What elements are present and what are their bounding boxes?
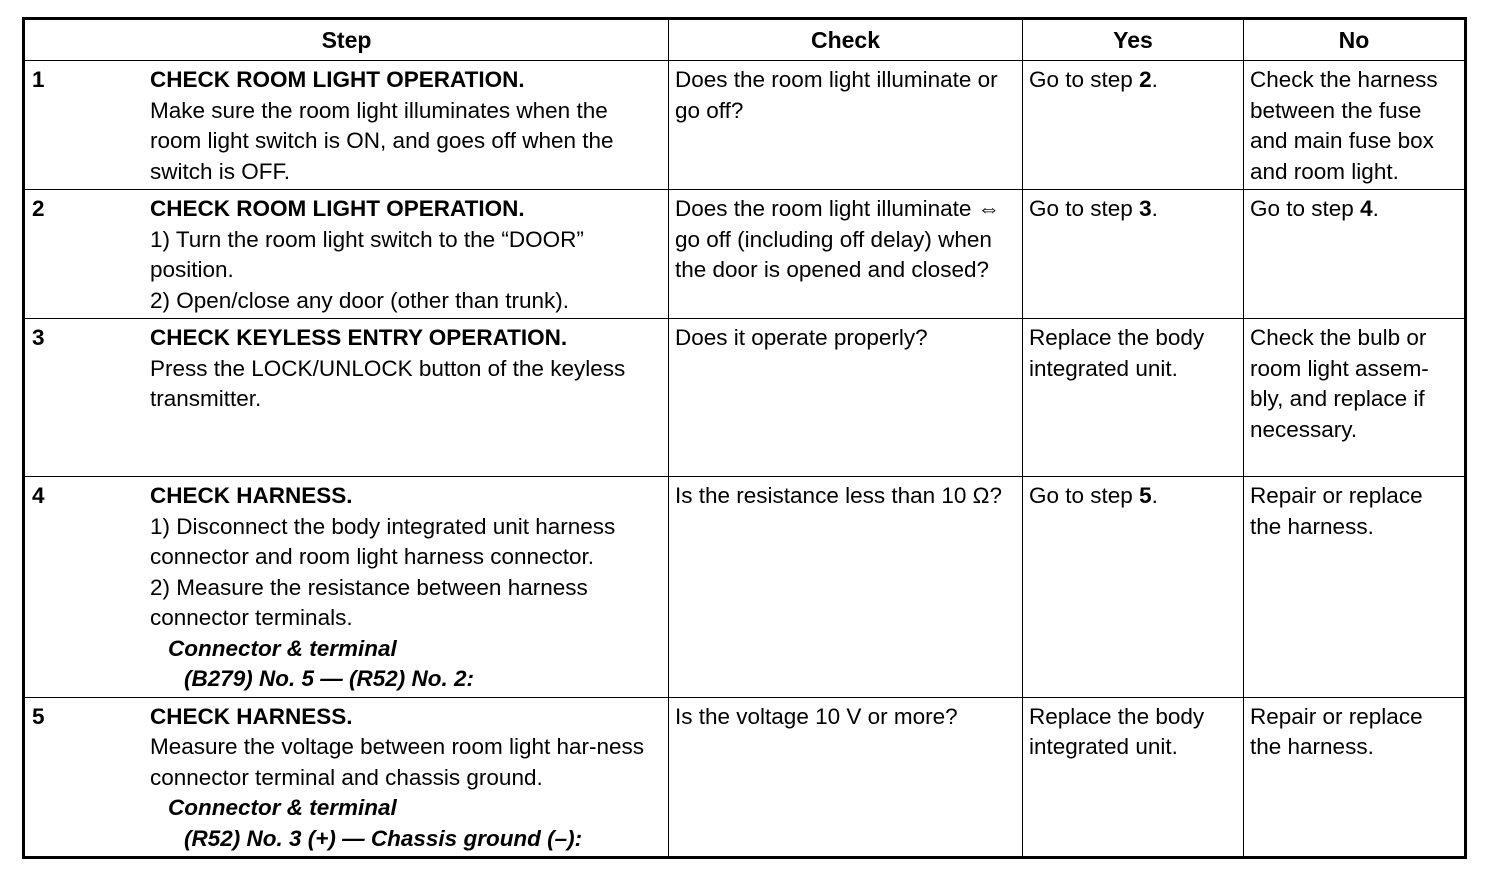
no-cell: Check the bulb or room light assem-bly, and replace if necessary. xyxy=(1244,319,1466,477)
step-cell xyxy=(24,319,669,477)
table-row xyxy=(24,190,1466,319)
yes-text: Go to step xyxy=(1029,67,1140,92)
step-title: CHECK HARNESS. xyxy=(150,703,353,729)
step-number: 4 xyxy=(32,483,45,508)
header-check: Check xyxy=(669,19,1023,61)
no-cell: Repair or replace the harness. xyxy=(1244,477,1466,698)
step-title: CHECK ROOM LIGHT OPERATION. xyxy=(150,196,525,221)
step-cell xyxy=(24,190,669,319)
step-cell xyxy=(24,61,669,190)
yes-cell xyxy=(1023,61,1244,190)
step-substep: 1) Disconnect the body integrated unit harness connector and room light harness connector. xyxy=(150,513,616,569)
no-cell: Check the harness between the fuse and main fuse box and room light. xyxy=(1244,61,1466,190)
step-title: CHECK HARNESS. xyxy=(150,483,353,508)
yes-cell: Replace the body integrated unit. xyxy=(1023,697,1244,858)
diagnostic-table xyxy=(22,17,1467,859)
header-row xyxy=(24,19,1466,61)
no-cell: Repair or replace the harness. xyxy=(1244,697,1466,858)
yes-suffix: . xyxy=(1151,483,1158,508)
step-cell xyxy=(24,697,669,858)
no-text: Go to step xyxy=(1250,196,1361,221)
step-title: CHECK KEYLESS ENTRY OPERATION. xyxy=(150,325,568,350)
step-instruction: Measure the voltage between room light har-ness connector terminal and chassis ground. xyxy=(150,734,645,790)
yes-step-ref: 5 xyxy=(1139,483,1152,508)
check-cell: Does the room light illuminate ⇔ go off (including off delay) when the door is opened and closed? xyxy=(669,190,1023,319)
connector-label: Connector & terminal xyxy=(168,795,397,820)
step-number: 2 xyxy=(32,196,45,221)
table-row xyxy=(24,319,1466,477)
check-cell: Does the room light illuminate or go off? xyxy=(669,61,1023,190)
yes-text: Go to step xyxy=(1029,483,1140,508)
step-substep: 2) Measure the resistance between harness connector terminals. xyxy=(150,574,588,630)
no-step-ref: 4 xyxy=(1360,196,1373,221)
table-row xyxy=(24,477,1466,698)
check-cell: Does it operate properly? xyxy=(669,319,1023,477)
header-yes: Yes xyxy=(1023,19,1244,61)
step-instruction: Press the LOCK/UNLOCK button of the keyless transmitter. xyxy=(150,355,626,411)
no-cell xyxy=(1244,190,1466,319)
table-row xyxy=(24,697,1466,858)
connector-value: (B279) No. 5 — (R52) No. 2: xyxy=(184,666,475,691)
check-cell: Is the resistance less than 10 Ω? xyxy=(669,477,1023,698)
yes-cell xyxy=(1023,190,1244,319)
yes-step-ref: 3 xyxy=(1139,196,1152,221)
header-step: Step xyxy=(24,19,669,61)
step-number: 3 xyxy=(32,325,45,350)
step-substep: 2) Open/close any door (other than trunk). xyxy=(150,287,569,313)
yes-cell: Replace the body integrated unit. xyxy=(1023,319,1244,477)
connector-label: Connector & terminal xyxy=(168,635,397,661)
step-number: 5 xyxy=(32,703,45,729)
yes-text: Go to step xyxy=(1029,196,1140,221)
step-number: 1 xyxy=(32,67,45,92)
yes-step-ref: 2 xyxy=(1139,67,1152,92)
table-row xyxy=(24,61,1466,190)
step-title: CHECK ROOM LIGHT OPERATION. xyxy=(150,67,525,92)
step-cell xyxy=(24,477,669,698)
yes-suffix: . xyxy=(1151,196,1158,221)
no-suffix: . xyxy=(1372,196,1379,221)
yes-suffix: . xyxy=(1151,67,1158,92)
header-no: No xyxy=(1244,19,1466,61)
step-substep: 1) Turn the room light switch to the “DOOR” position. xyxy=(150,226,584,282)
check-cell: Is the voltage 10 V or more? xyxy=(669,697,1023,858)
yes-cell xyxy=(1023,477,1244,698)
step-instruction: Make sure the room light illuminates when the room light switch is ON, and goes off when the switch is OFF. xyxy=(150,97,614,184)
connector-value: (R52) No. 3 (+) — Chassis ground (–): xyxy=(184,825,583,851)
